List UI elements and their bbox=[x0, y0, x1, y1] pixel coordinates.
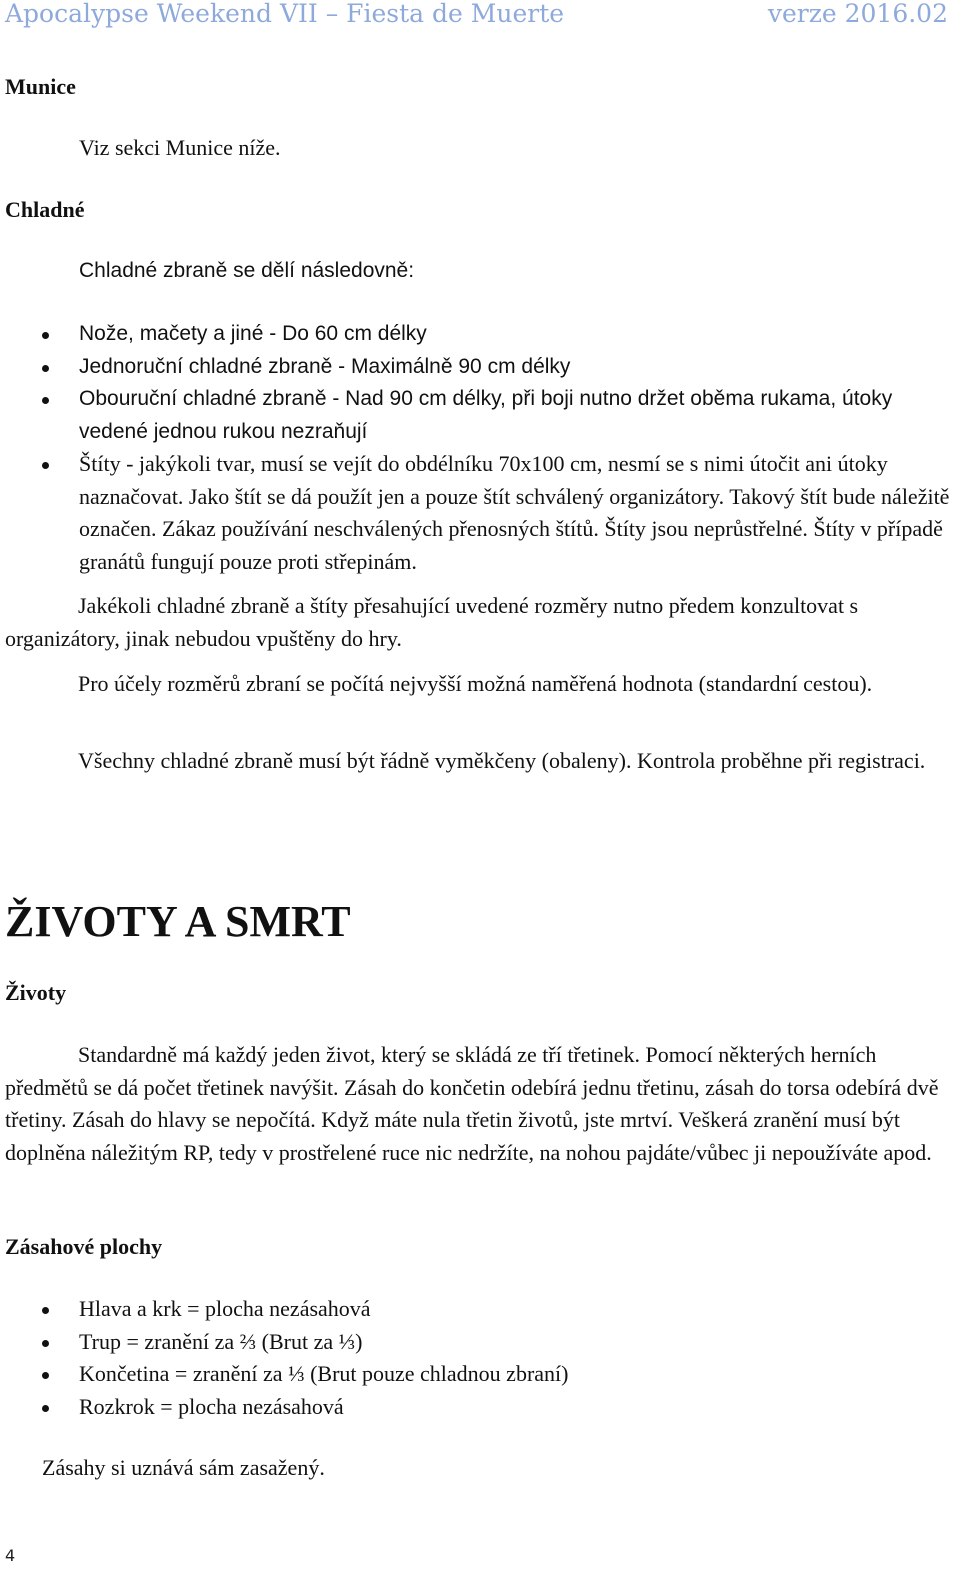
heading-zivoty: Životy bbox=[5, 980, 67, 1005]
document-title: Apocalypse Weekend VII – Fiesta de Muerte bbox=[5, 0, 565, 28]
document-version: verze 2016.02 bbox=[767, 0, 948, 28]
zasahove-note: Zásahy si uznává sám zasažený. bbox=[42, 1455, 325, 1480]
chladne-paragraph-2: Pro účely rozměrů zbraní se počítá nejvyšší možná naměřená hodnota (standardní cestou). bbox=[78, 671, 873, 696]
chladne-intro: Chladné zbraně se dělí následovně: bbox=[79, 259, 415, 282]
list-item: Štíty - jakýkoli tvar, musí se vejít do obdélníku 70x100 cm, nesmí se s nimi útočit ani útoky naznačovat. Jako štít se dá použít jen a pouze štít schválený organizátory. Takový štít bude náležitě označen. Zákaz používání neschválených přenosných štítů. Štíty jsou neprůstřelné. Štíty v případě granátů fungují pouze proti střepinám. bbox=[0, 448, 955, 578]
list-item: Trup = zranění za ⅔ (Brut za ⅓) bbox=[0, 1326, 955, 1359]
heading-zasahove-plochy: Zásahové plochy bbox=[5, 1234, 163, 1259]
chladne-paragraph-3: Všechny chladné zbraně musí být řádně vyměkčeny (obaleny). Kontrola proběhne při registraci. bbox=[78, 748, 926, 773]
list-item: Rozkrok = plocha nezásahová bbox=[0, 1391, 955, 1424]
zasahove-list bbox=[0, 1293, 955, 1423]
page-number: 4 bbox=[5, 1546, 16, 1565]
heading-chladne: Chladné bbox=[5, 197, 85, 222]
list-item: Nože, mačety a jiné - Do 60 cm délky bbox=[0, 318, 955, 351]
munice-text: Viz sekci Munice níže. bbox=[79, 135, 281, 160]
chladne-list bbox=[0, 318, 955, 578]
list-item: Jednoruční chladné zbraně - Maximálně 90 cm délky bbox=[0, 351, 955, 384]
list-item: Obouruční chladné zbraně - Nad 90 cm délky, při boji nutno držet oběma rukama, útoky vedené jednou rukou nezraňují bbox=[0, 383, 955, 448]
heading-munice: Munice bbox=[5, 74, 76, 99]
section-title: ŽIVOTY A SMRT bbox=[5, 897, 351, 946]
list-item: Končetina = zranění za ⅓ (Brut pouze chladnou zbraní) bbox=[0, 1358, 955, 1391]
zivoty-text: Standardně má každý jeden život, který se skládá ze tří třetinek. Pomocí některých herních předmětů se dá počet třetinek navýšit. Zásah do končetin odebírá jednu třetinu, zásah do torsa odebírá dvě třetiny. Zásah do hlavy se nepočítá. Když máte nula třetin životů, jste mrtví. Veškerá zranění musí být doplněna náležitým RP, tedy v prostřelené ruce nic nedržíte, na nohou pajdáte/vůbec ji nepoužíváte apod. bbox=[5, 1042, 939, 1165]
chladne-paragraph-1: Jakékoli chladné zbraně a štíty přesahující uvedené rozměry nutno předem konzultovat s organizátory, jinak nebudou vpuštěny do hry. bbox=[5, 593, 859, 651]
page-header bbox=[0, 0, 960, 34]
list-item: Hlava a krk = plocha nezásahová bbox=[0, 1293, 955, 1326]
